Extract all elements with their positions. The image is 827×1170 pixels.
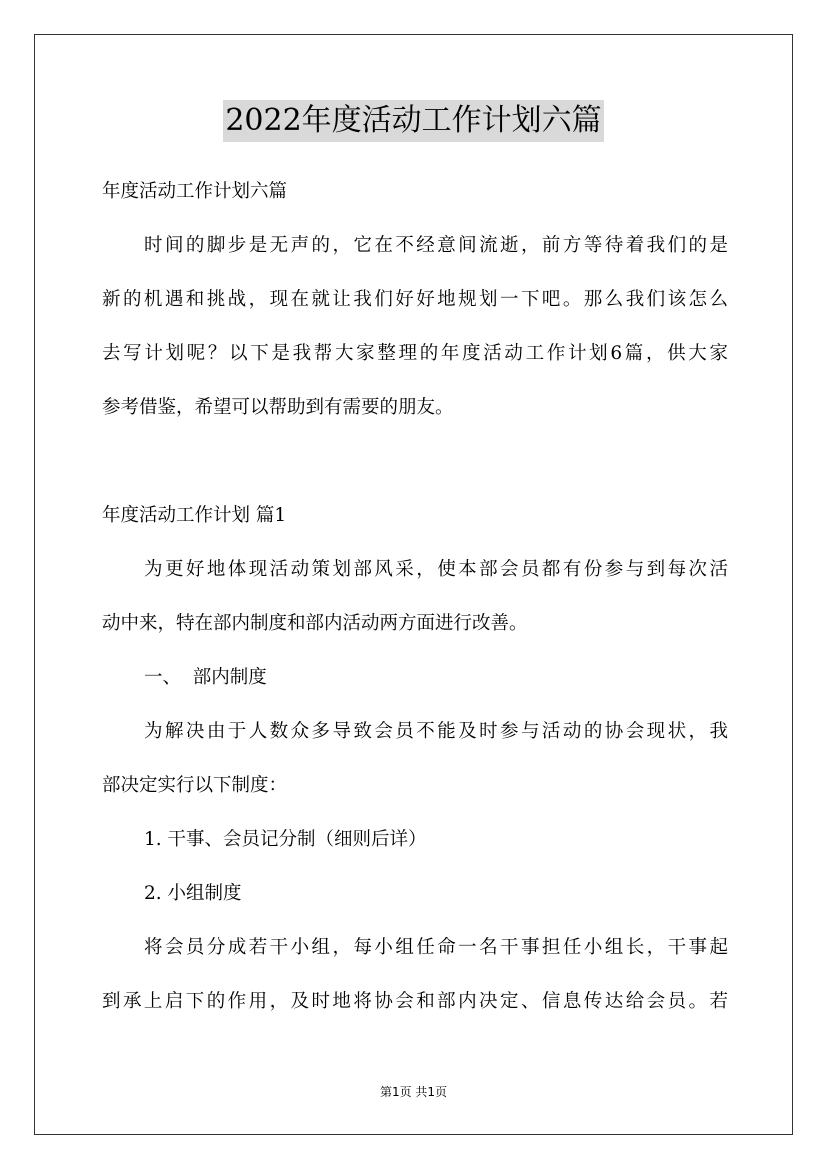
paragraph-line: 为解决由于人数众多导致会员不能及时参与活动的协会现状，我 [144,721,728,742]
paragraph-line: 参考借鉴，希望可以帮助到有需要的朋友。 [102,397,454,418]
title-wrap [0,100,827,142]
subsection-heading: 一、 部内制度 [144,667,267,688]
list-item: 1. 干事、会员记分制（细则后详） [144,829,427,850]
intro-heading: 年度活动工作计划六篇 [102,181,288,202]
paragraph-line: 时间的脚步是无声的，它在不经意间流逝，前方等待着我们的是 [144,235,728,256]
document-body [102,174,728,1038]
paragraph-line: 动中来，特在部内制度和部内活动两方面进行改善。 [102,613,528,634]
paragraph-line: 新的机遇和挑战，现在就让我们好好地规划一下吧。那么我们该怎么 [102,289,728,310]
blank-line [102,444,728,498]
list-item: 2. 小组制度 [144,883,242,904]
paragraph-line: 部决定实行以下制度： [102,775,288,796]
paragraph-line: 为更好地体现活动策划部风采，使本部会员都有份参与到每次活 [144,559,728,580]
paragraph-line: 去写计划呢？以下是我帮大家整理的年度活动工作计划6篇，供大家 [102,343,728,364]
document-title: 2022年度活动工作计划六篇 [223,100,603,142]
paragraph-line: 将会员分成若干小组，每小组任命一名干事担任小组长，干事起 [144,937,728,958]
paragraph-line: 到承上启下的作用，及时地将协会和部内决定、信息传达给会员。若 [102,991,728,1012]
page-footer: 第1页 共1页 [379,1085,448,1099]
section-heading: 年度活动工作计划 篇1 [102,505,287,526]
